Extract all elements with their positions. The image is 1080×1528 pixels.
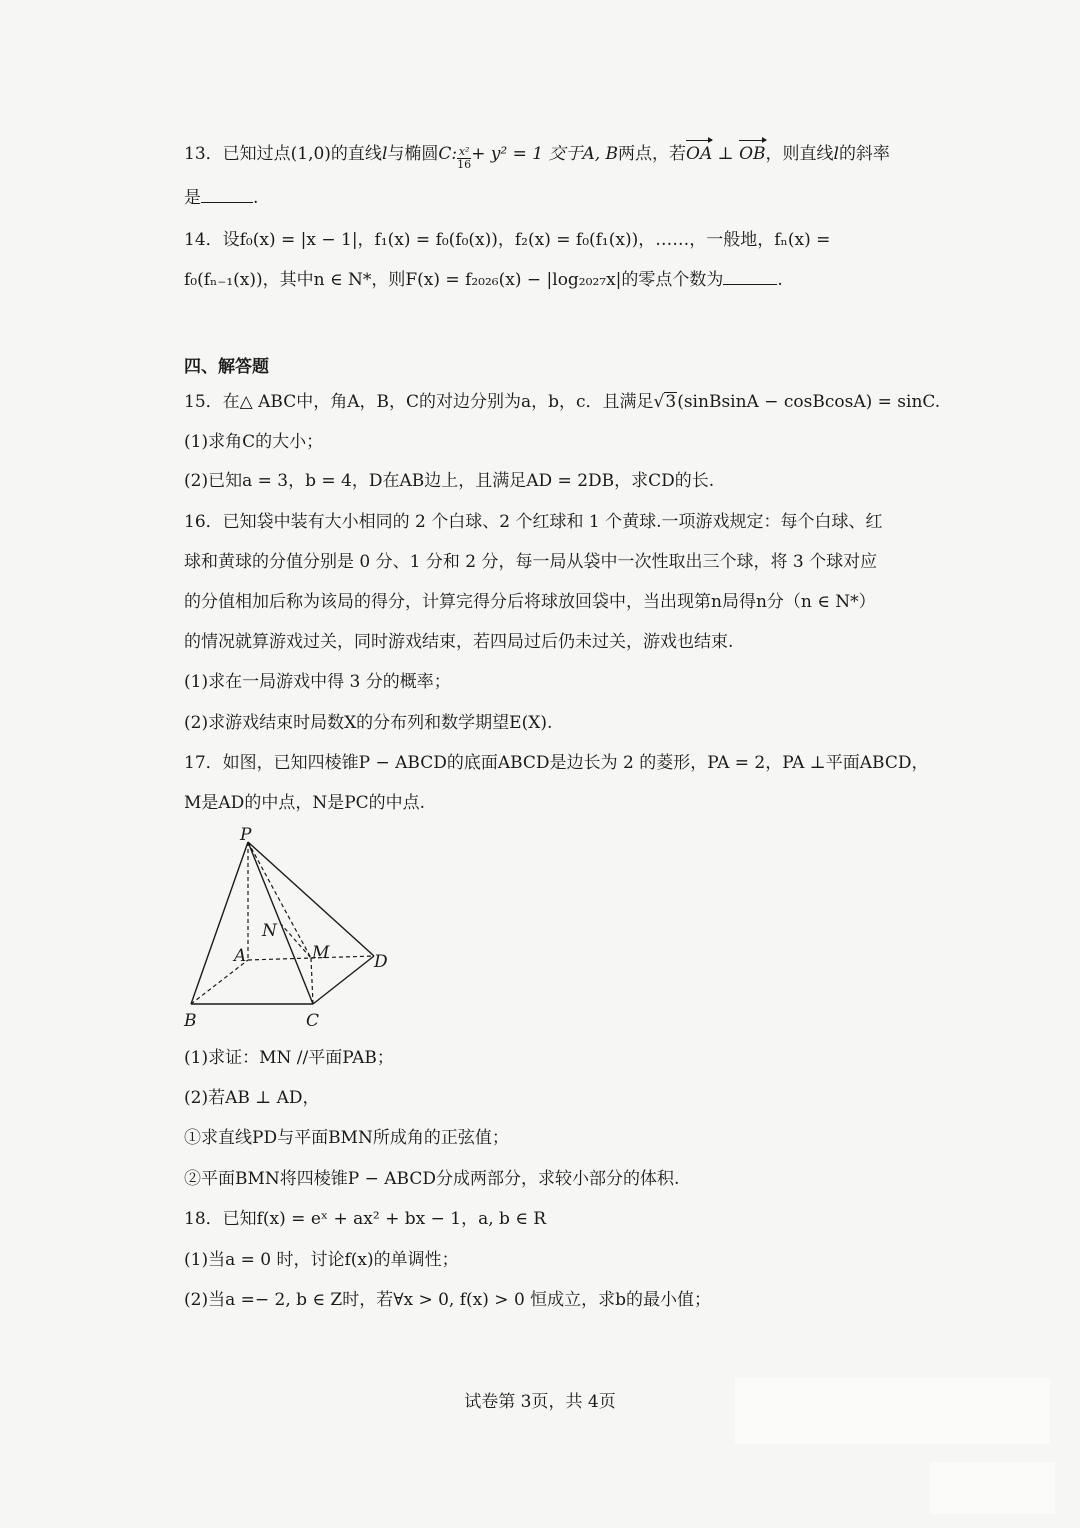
pyramid-figure [178, 820, 408, 1035]
segment-pm [248, 842, 311, 958]
q13-text-c: 与椭圆 [387, 144, 439, 164]
q14-line2 [184, 268, 904, 292]
page-footer: 试卷第 3页，共 4页 [464, 1392, 616, 1412]
q15-part1: (1)求角C的大小； [184, 432, 324, 452]
q13-text-line2: 是 [184, 188, 201, 208]
edge-ba [191, 960, 248, 1004]
q13-frac-num: x² [458, 145, 470, 158]
q16-line3: 的分值相加后称为该局的得分，计算完得分后将球放回袋中，当出现第n局得n分（n ∈ N*） [184, 592, 876, 612]
q14-line1 [184, 228, 904, 252]
label-a: A [234, 946, 247, 966]
scan-smudge-2 [930, 1462, 1055, 1514]
q13-line1 [184, 142, 904, 171]
q18-line1: 18．已知f(x) = eˣ + ax² + bx − 1，a, b ∈ R [184, 1209, 547, 1229]
segment-mc [311, 958, 313, 1004]
label-b: B [184, 1011, 197, 1031]
q14-text-line2: f₀(fₙ₋₁(x))，其中n ∈ N*，则F(x) = f₂₀₂₆(x) − |log₂₀₂₇x|的零点个数为 [184, 270, 724, 290]
q14-text-line1: 14．设f₀(x) = |x − 1|，f₁(x) = f₀(f₀(x))，f₂(x) = f₀(f₁(x))，……，一般地，fₙ(x) = [184, 230, 831, 250]
sqrt-symbol: √ [653, 392, 665, 412]
pyramid-diagram [178, 820, 408, 1035]
vector-ob: OB [739, 144, 766, 164]
q16-line2: 球和黄球的分值分别是 0 分、1 分和 2 分，每一局从袋中一次性取出三个球，将 3 个球对应 [184, 552, 878, 572]
q13-text-g: 两点，若 [618, 144, 687, 164]
perp-symbol: ⊥ [712, 144, 740, 164]
section-heading: 四、解答题 [184, 357, 269, 377]
q17-line1: 17．如图，已知四棱锥P − ABCD的底面ABCD是边长为 2 的菱形，PA = 2，PA ⊥平面ABCD， [184, 753, 929, 773]
q13-frac-den: 16 [457, 158, 472, 171]
label-d: D [374, 952, 388, 972]
q14-period: . [777, 270, 783, 290]
q13-ellipse-c: C: [438, 144, 458, 164]
q18-part1: (1)当a = 0 时，讨论f(x)的单调性； [184, 1250, 459, 1270]
q18-part2: (2)当a =− 2, b ∈ Z时，若∀x > 0, f(x) > 0 恒成立，求b的最小值； [184, 1290, 712, 1310]
q13-line-l: l [381, 144, 388, 164]
edge-cd [313, 956, 374, 1004]
q13-text-j: 的斜率 [838, 144, 890, 164]
q15-text-b: (sinBsinA − cosBcosA) = sinC. [677, 392, 941, 412]
q15-text-a: 15．在△ ABC中，角A，B，C的对边分别为a，b，c．且满足 [184, 392, 654, 412]
q16-part1: (1)求在一局游戏中得 3 分的概率； [184, 672, 451, 692]
q16-line1: 16．已知袋中装有大小相同的 2 个白球、2 个红球和 1 个黄球.一项游戏规定：每个白球、红 [184, 512, 883, 532]
q13-text-e: + y² = 1 交于 [471, 144, 583, 164]
q13-period: . [253, 188, 259, 208]
q13-text-h: ，则直线 [765, 144, 834, 164]
label-p: P [240, 825, 252, 845]
q17-sub2: ②平面BMN将四棱锥P − ABCD分成两部分，求较小部分的体积. [184, 1169, 680, 1189]
q15-sqrt-value: 3 [665, 392, 677, 412]
edge-pb [191, 842, 248, 1004]
q16-part2: (2)求游戏结束时局数X的分布列和数学期望E(X). [184, 713, 553, 733]
scan-smudge-1 [735, 1378, 1050, 1444]
q17-sub1: ①求直线PD与平面BMN所成角的正弦值； [184, 1128, 509, 1148]
q13-text-a: 13．已知过点(1,0)的直线 [184, 144, 382, 164]
label-m: M [312, 943, 330, 963]
q13-fraction [457, 146, 471, 171]
label-c: C [306, 1011, 320, 1031]
label-n: N [262, 921, 277, 941]
vector-oa: OA [686, 144, 713, 164]
q13-points-ab: A, B [582, 144, 619, 164]
q17-line2: M是AD的中点，N是PC的中点. [184, 793, 426, 813]
q13-line2 [184, 186, 904, 210]
q15-line1 [184, 390, 941, 414]
q13-answer-blank[interactable] [201, 188, 253, 203]
q14-answer-blank[interactable] [723, 270, 777, 285]
q17-part1: (1)求证：MN //平面PAB； [184, 1048, 394, 1068]
q17-part2: (2)若AB ⊥ AD， [184, 1088, 320, 1108]
q13-line-l-2: l [833, 144, 839, 164]
q15-part2: (2)已知a = 3，b = 4，D在AB边上，且满足AD = 2DB，求CD的长. [184, 471, 715, 491]
q16-line4: 的情况就算游戏过关，同时游戏结束，若四局过后仍未过关，游戏也结束. [184, 632, 734, 652]
